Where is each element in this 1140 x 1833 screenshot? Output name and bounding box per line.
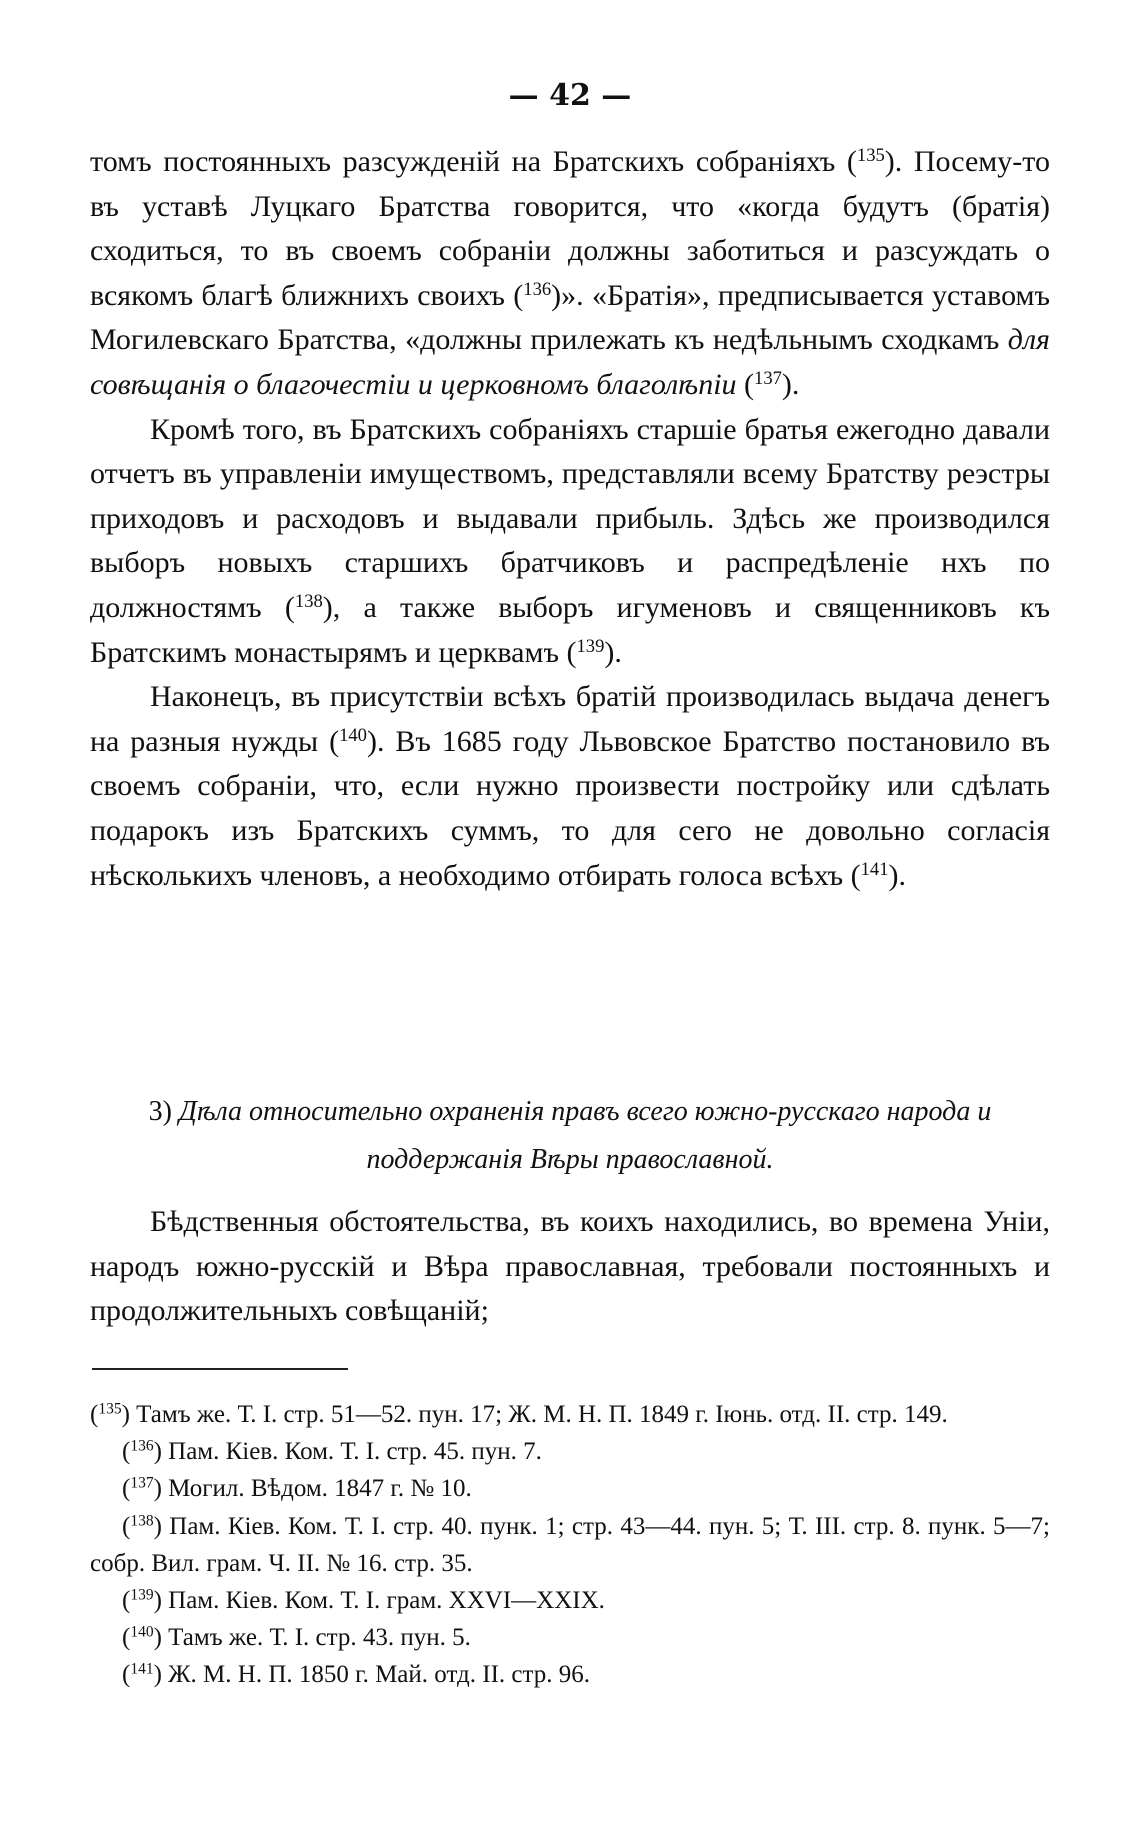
footnotes [90, 1396, 1050, 1694]
footnote-137: ($^{137}$) Могил. Вѣдом. 1847 г. № 10. [122, 1474, 472, 1503]
footnote-136: ($^{136}$) Пам. Кіев. Ком. Т. I. стр. 45. пун. 7. [122, 1437, 542, 1466]
footnote-140: ($^{140}$) Тамъ же. Т. I. стр. 43. пун. 5. [122, 1623, 471, 1652]
paragraph-4: Бѣдственныя обстоятельства, въ коихъ находились, во времена Уніи, народъ южно-русскій и Вѣра православная, требовали постоянныхъ и продолжительныхъ совѣщаній; [90, 1205, 1050, 1328]
section-body [90, 1200, 1050, 1334]
footnote-ref-135[interactable]: 135 [856, 144, 885, 166]
footnote-ref-140[interactable]: 140 [339, 724, 367, 746]
footnote-ref-139[interactable]: 139 [576, 635, 605, 657]
page-number: — 42 — [508, 78, 632, 113]
section-title: Дѣла относительно охраненія правъ всего южно-русскаго народа и поддержанія Вѣры православной. [179, 1096, 992, 1175]
italic-phrase: для совѣщанія о благочестіи и церковномъ благолѣпіи [90, 323, 1050, 401]
footnote-ref-141[interactable]: 141 [860, 858, 889, 880]
paragraph-1: томъ постоянныхъ разсужденій на Братскихъ собраніяхъ ($^{135}$). Посему-то въ уставѣ Луцкаго Братства говорится, что «когда будутъ (братія) сходиться, то въ своемъ собраніи должны заботиться и разсуждать о всякомъ благѣ ближнихъ своихъ ($^{136}$)». «Братія», предписывается уставомъ Могилевскаго Братства, «должны прилежать къ недѣльнымъ сходкамъ для совѣщанія о благочестіи и церковномъ благолѣпіи ($^{137}$). [90, 144, 1050, 401]
paragraph-3: Наконецъ, въ присутствіи всѣхъ братій производилась выдача денегъ на разныя нужды ($^{140}$). Въ 1685 году Львовское Братство постановило въ своемъ собраніи, что, если нужно произвести постройку или сдѣлать подарокъ изъ Братскихъ суммъ, то для сего не довольно согласія нѣсколькихъ членовъ, а необходимо отбирать голоса всѣхъ ($^{141}$). [90, 680, 1050, 892]
footnote-divider [92, 1368, 348, 1370]
footnote-ref-138[interactable]: 138 [294, 590, 323, 612]
footnote-138: ($^{138}$) Пам. Кіев. Ком. Т. I. стр. 40. пунк. 1; стр. 43—44. пун. 5; Т. III. стр. 8. пунк. 5—7; собр. Вил. грам. Ч. II. № 16. стр. 35. [90, 1512, 1050, 1577]
paragraph-2: Кромѣ того, въ Братскихъ собраніяхъ старшіе братья ежегодно давали отчетъ въ управленіи имуществомъ, представляли всему Братству реэстры приходовъ и расходовъ и выдавали прибыль. Здѣсь же производился выборъ новыхъ старшихъ братчиковъ и распредѣленіе нхъ по должностямъ ($^{138}$), а также выборъ игуменовъ и священниковъ къ Братскимъ монастырямъ и церквамъ ($^{139}$). [90, 412, 1051, 669]
footnote-135: ($^{135}$) Тамъ же. Т. I. стр. 51—52. пун. 17; Ж. М. Н. П. 1849 г. Іюнь. отд. II. стр. 149. [90, 1400, 948, 1428]
section-number: 3) [148, 1096, 172, 1127]
footnote-141: ($^{141}$) Ж. М. Н. П. 1850 г. Май. отд. II. стр. 96. [122, 1660, 590, 1689]
footnote-ref-136[interactable]: 136 [523, 278, 552, 300]
footnote-139: ($^{139}$) Пам. Кіев. Ком. Т. I. грам. XXVI—XXIX. [122, 1586, 605, 1615]
footnote-ref-137[interactable]: 137 [754, 367, 782, 389]
main-text [90, 140, 1050, 898]
section-heading [90, 1088, 1050, 1184]
